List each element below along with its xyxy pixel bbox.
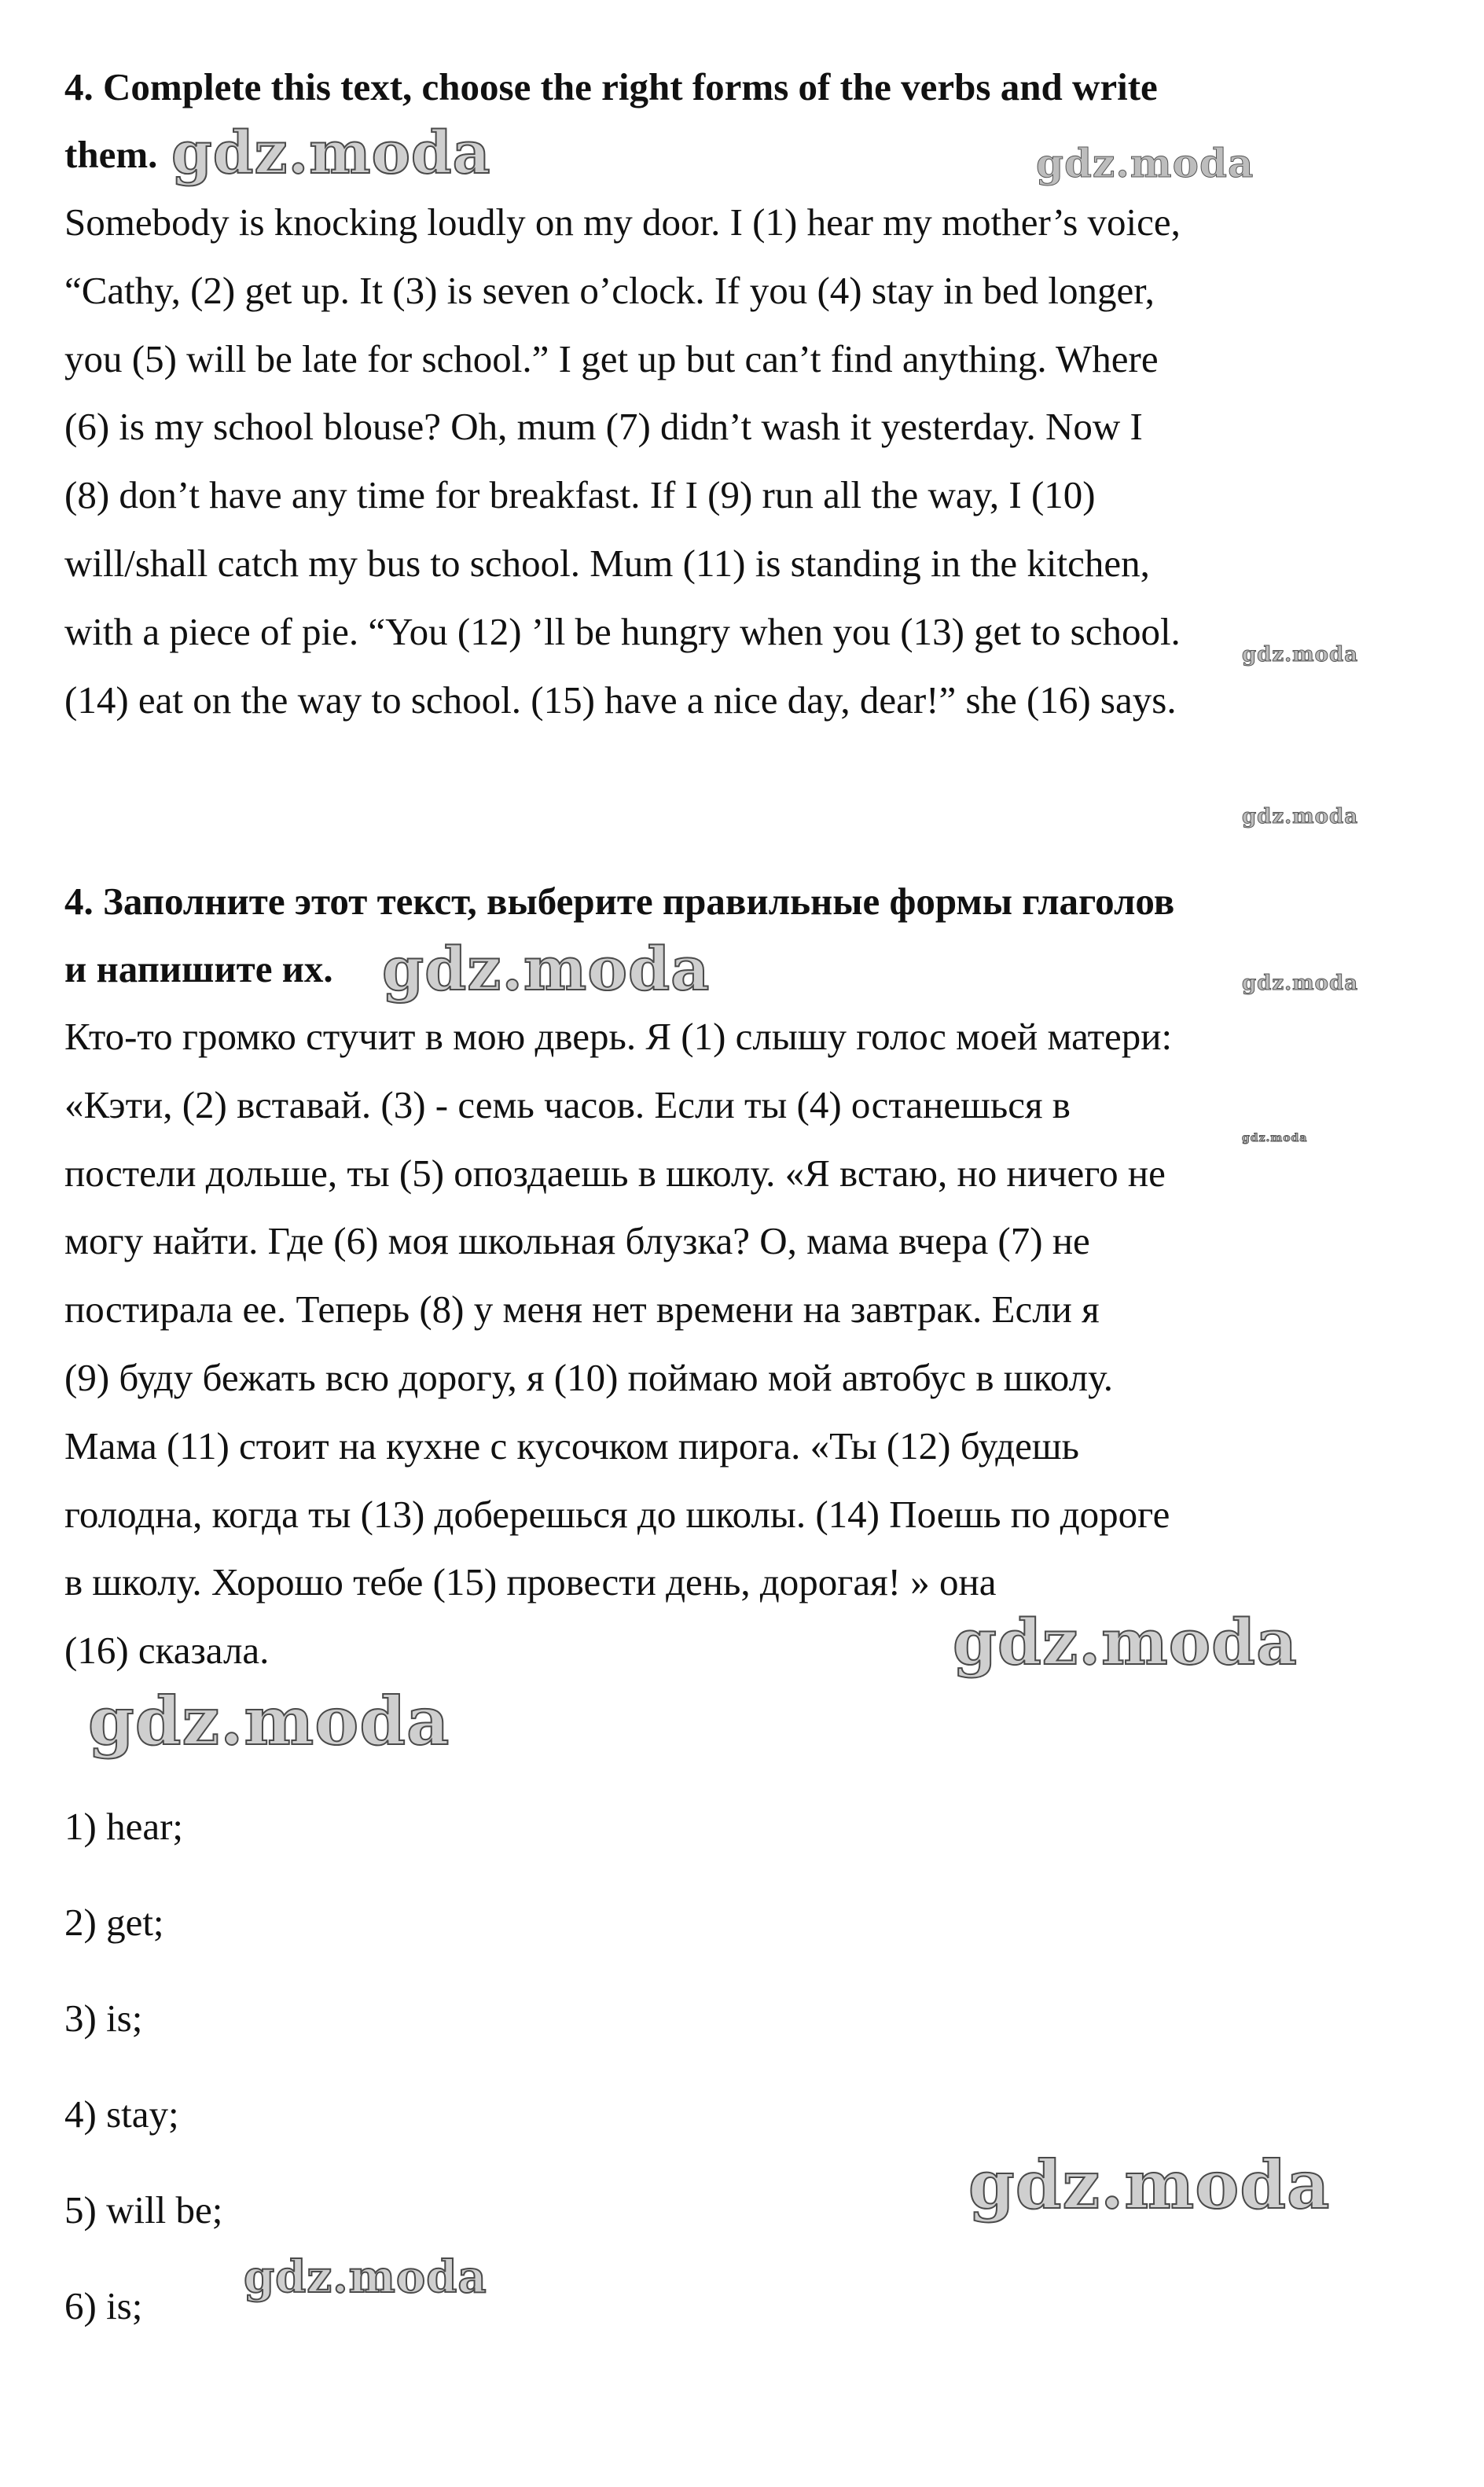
russian-heading — [64, 868, 1416, 1003]
english-text-line: Somebody is knocking loudly on my door. I (1) hear my mother’s voice, — [64, 200, 1181, 244]
russian-text-line: «Кэти, (2) вставай. (3) - семь часов. Если ты (4) останешься в — [64, 1082, 1071, 1126]
english-heading-line: 4. Complete this text, choose the right forms of the verbs and write — [64, 65, 1158, 108]
watermark-logo: gdz.moda — [953, 1605, 1298, 1679]
answer-item: 5) will be; — [64, 2188, 223, 2232]
russian-section — [64, 868, 1416, 1685]
russian-heading-line: и напишите их. — [64, 947, 333, 990]
russian-text-line: постирала ее. Теперь (8) у меня нет времени на завтрак. Если я — [64, 1288, 1100, 1332]
answer-item: 6) is; — [64, 2284, 143, 2327]
english-text-line: (6) is my school blouse? Oh, mum (7) didn’t wash it yesterday. Now I — [64, 405, 1143, 449]
english-text-line: (14) eat on the way to school. (15) have a nice day, dear!” she (16) says. — [64, 678, 1177, 722]
english-text-line: (8) don’t have any time for breakfast. If I (9) run all the way, I (10) — [64, 473, 1096, 517]
russian-text-line: Мама (11) стоит на кухне с кусочком пирога. «Ты (12) будешь — [64, 1424, 1079, 1468]
english-text-line: with a piece of pie. “You (12) ’ll be hungry when you (13) get to school. — [64, 609, 1181, 653]
russian-text-line: Кто-то громко стучит в мою дверь. Я (1) слышу голос моей матери: — [64, 1015, 1173, 1058]
english-paragraph — [64, 189, 1416, 734]
watermark-logo: gdz.moda — [1036, 140, 1254, 186]
russian-text-line: (16) сказала. — [64, 1629, 270, 1673]
english-text-line: “Cathy, (2) get up. It (3) is seven o’clock. If you (4) stay in bed longer, — [64, 268, 1155, 312]
watermark-logo: gdz.moda — [88, 1682, 450, 1760]
watermark-logo: gdz.moda — [1242, 1132, 1308, 1144]
watermark-logo: gdz.moda — [1242, 972, 1359, 995]
watermark-logo: gdz.moda — [382, 934, 711, 1004]
answers-list — [64, 1803, 222, 2379]
russian-heading-line: 4. Заполните этот текст, выберите правильные формы глаголов — [64, 880, 1175, 923]
russian-text-line: (9) буду бежать всю дорогу, я (10) поймаю мой автобус в школу. — [64, 1355, 1113, 1399]
russian-paragraph — [64, 1003, 1416, 1685]
watermark-logo: gdz.moda — [968, 2146, 1331, 2224]
english-heading-line: them. — [64, 133, 158, 176]
watermark-logo: gdz.moda — [171, 119, 491, 187]
english-text-line: you (5) will be late for school.” I get up but can’t find anything. Where — [64, 336, 1159, 380]
russian-text-line: голодна, когда ты (13) доберешься до школы. (14) Поешь по дороге — [64, 1492, 1170, 1536]
russian-text-line: в школу. Хорошо тебе (15) провести день, дорогая! » она — [64, 1560, 997, 1604]
english-text-line: will/shall catch my bus to school. Mum (11) is standing in the kitchen, — [64, 541, 1150, 585]
watermark-logo: gdz.moda — [244, 2251, 487, 2303]
watermark-logo: gdz.moda — [1242, 643, 1359, 667]
answer-item: 3) is; — [64, 1997, 143, 2040]
russian-text-line: постели дольше, ты (5) опоздаешь в школу. «Я встаю, но ничего не — [64, 1151, 1166, 1195]
russian-text-line: могу найти. Где (6) моя школьная блузка? О, мама вчера (7) не — [64, 1219, 1090, 1263]
watermark-logo: gdz.moda — [1242, 805, 1359, 828]
answer-item: 2) get; — [64, 1901, 164, 1944]
answer-item: 1) hear; — [64, 1805, 183, 1848]
answer-item: 4) stay; — [64, 2092, 179, 2136]
